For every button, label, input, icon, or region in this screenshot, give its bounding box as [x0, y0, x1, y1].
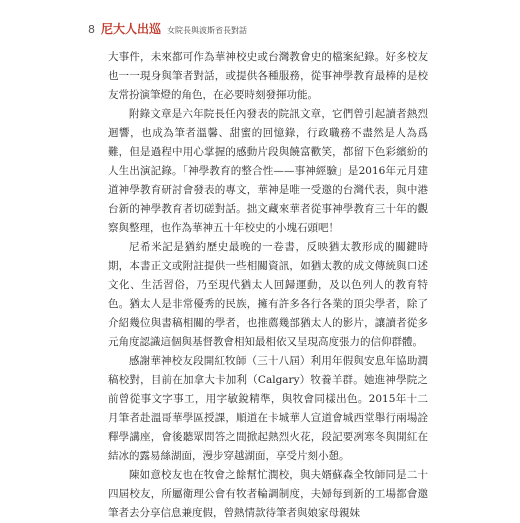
- paragraph-1: 大事件，未來都可作為華神校史或台灣教會史的檔案紀錄。好多校友也一一現身與筆者對話，或提供各種服務，從事神學教育最棒的是校友常扮演筆燈的角色，在必要時刻發揮功能。: [108, 51, 428, 101]
- body-text: [108, 48, 428, 523]
- running-header: [88, 20, 247, 37]
- paragraph-2: 附錄文章是六年院長任內發表的院訊文章，它們曾引起讀者熱烈迴響，也成為筆者溫馨、甜蜜的回憶錄，行政職務不盡然是人為爲難，但是過程中用心掌握的感動片段與饒富歡笑，都留下色彩繽紛的人生出演記錄。「神學教育的整合性——事神經驗」是2016年元月建道神學教育研討會發表的專文，華神是唯一受邀的台灣代表，與中港台新的神學教育者切磋對話。拙文藏來華者從事神學教育三十年的觀察與整理，也作為華神五十年校史的小塊石頭吧！: [108, 108, 428, 234]
- paragraph-4: 感謝華神校友段開紅牧師（三十八屆）利用年假與安息年協助潤稿校對，目前在加拿大卡加利（Calgary）牧養羊群。她進神學院之前曾從事文字事工，用字敏銳精準，與牧會同樣出色。2015年十二月筆者赴溫哥華學區授課，順道在卡城華人宣道會城西堂舉行兩場詮釋學講座，會後聽眾問答之間掀起熱烈火花，段記要冽寒冬與開紅在結冰的露易絲湖面，漫步穿越湖面，享受片刻小憩。: [108, 355, 428, 462]
- paragraph-5: 陳如意校友也在牧會之餘幫忙潤校，與夫婿蘇森全牧師同是二十四屆校友，所屬衛理公會有牧者輪調制度，夫婦每到新的工場都會邀筆者去分享信息兼度假，曾熱情款待筆者與娘家母親妹: [108, 469, 428, 519]
- paragraph-3: 尼希米記是猶約歷史最晚的一卷書，反映猶太教形成的關鍵時期，本書正文或附註提供一些相關資訊，如猶太教的成文傳統與口述文化、生活習俗，乃至現代猶太人回歸運動，及以色列人的教育特色。猶太人是非常優秀的民族，擁有許多各行各業的頂尖學者，除了介紹幾位與書稿相關的學者，也推薦幾部猶太人的影片，讓讀者從多元角度認識這個與基督教會相知最相依又呈現高度張力的信仰群體。: [108, 241, 428, 348]
- page-number: 8: [88, 23, 95, 36]
- book-title: 尼大人出巡: [101, 22, 162, 36]
- book-subtitle: 女院長與波斯省長對話: [167, 26, 248, 35]
